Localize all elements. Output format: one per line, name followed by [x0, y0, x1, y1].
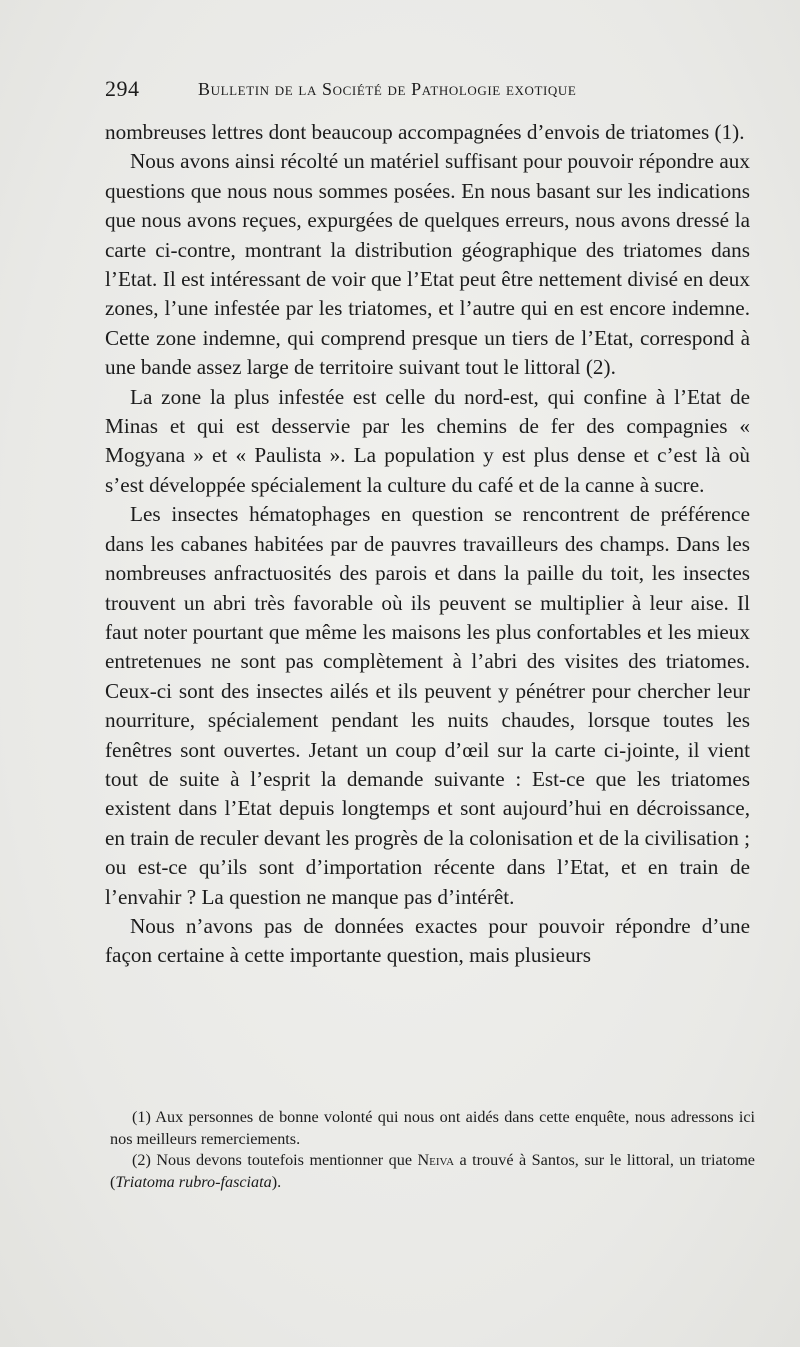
body-text [105, 118, 750, 971]
footnote-2 [110, 1150, 755, 1193]
paragraph-5: Nous n’avons pas de données exactes pour pouvoir répondre d’une façon certaine à cette importante question, mais plusieurs [105, 913, 750, 968]
paragraph-2: Nous avons ainsi récolté un matériel suffisant pour pouvoir répondre aux questions que nous nous sommes posées. En nous basant sur les indications que nous avons reçues, expurgées de quelques erreurs, nous avons dressé la carte ci-contre, montrant la distribution géographique des triatomes dans l’Etat. Il est intéressant de voir que l’Etat peut être nettement divisé en deux zones, l’une infestée par les triatomes, et l’autre qui en est encore indemne. Cette zone indemne, qui comprend presque un tiers de l’Etat, correspond à une bande assez large de territoire suivant tout le littoral (2). [105, 149, 750, 380]
author-name-neiva: Neiva [417, 1151, 455, 1169]
running-head: Bulletin de la Société de Pathologie exotique [198, 79, 577, 99]
paragraph-4: Les insectes hématophages en question se rencontrent de préférence dans les cabanes habitées par de pauvres travailleurs des champs. Dans les nombreuses anfractuosités des parois et dans la paille du toit, les insectes trouvent un abri très favorable où ils peuvent se multiplier à leur aise. Il faut noter pourtant que même les maisons les plus confortables et les mieux entretenues ne sont pas complètement à l’abri des visites des triatomes. Ceux-ci sont des insectes ailés et ils peuvent y pénétrer pour chercher leur nourriture, spécialement pendant les nuits chaudes, lorsque toutes les fenêtres sont ouvertes. Jetant un coup d’œil sur la carte ci-jointe, il vient tout de suite à l’esprit la demande suivante : Est-ce que les triatomes existent dans l’Etat depuis longtemps et sont aujourd’hui en décroissance, en train de reculer devant les progrès de la colonisation et de la civilisation ; ou est-ce qu’ils sont d’importation récente dans l’Etat, et en train de l’envahir ? La question ne manque pas d’intérêt. [105, 502, 750, 909]
paragraph-1: nombreuses lettres dont beaucoup accompagnées d’envois de triatomes (1). [105, 120, 745, 144]
page-number: 294 [105, 76, 140, 101]
species-name: Triatoma rubro-fasciata [115, 1172, 272, 1191]
footnotes [110, 1107, 755, 1193]
footnote-2-text-start: (2) Nous devons toutefois mentionner que [132, 1151, 418, 1169]
footnote-1: (1) Aux personnes de bonne volonté qui nous ont aidés dans cette enquête, nous adressons ici nos meilleurs remerciements. [110, 1108, 755, 1148]
footnote-2-text-end: ). [271, 1172, 282, 1191]
paragraph-3: La zone la plus infestée est celle du nord-est, qui confine à l’Etat de Minas et qui est desservie par les chemins de fer des compagnies « Mogyana » et « Paulista ». La population y est plus dense et c’est là où s’est développée spécialement la culture du café et de la canne à sucre. [105, 384, 750, 497]
page-header [105, 76, 745, 104]
footnote-2-text-middle: a trouvé à Santos, sur le littoral, un triatome ( [110, 1151, 755, 1191]
